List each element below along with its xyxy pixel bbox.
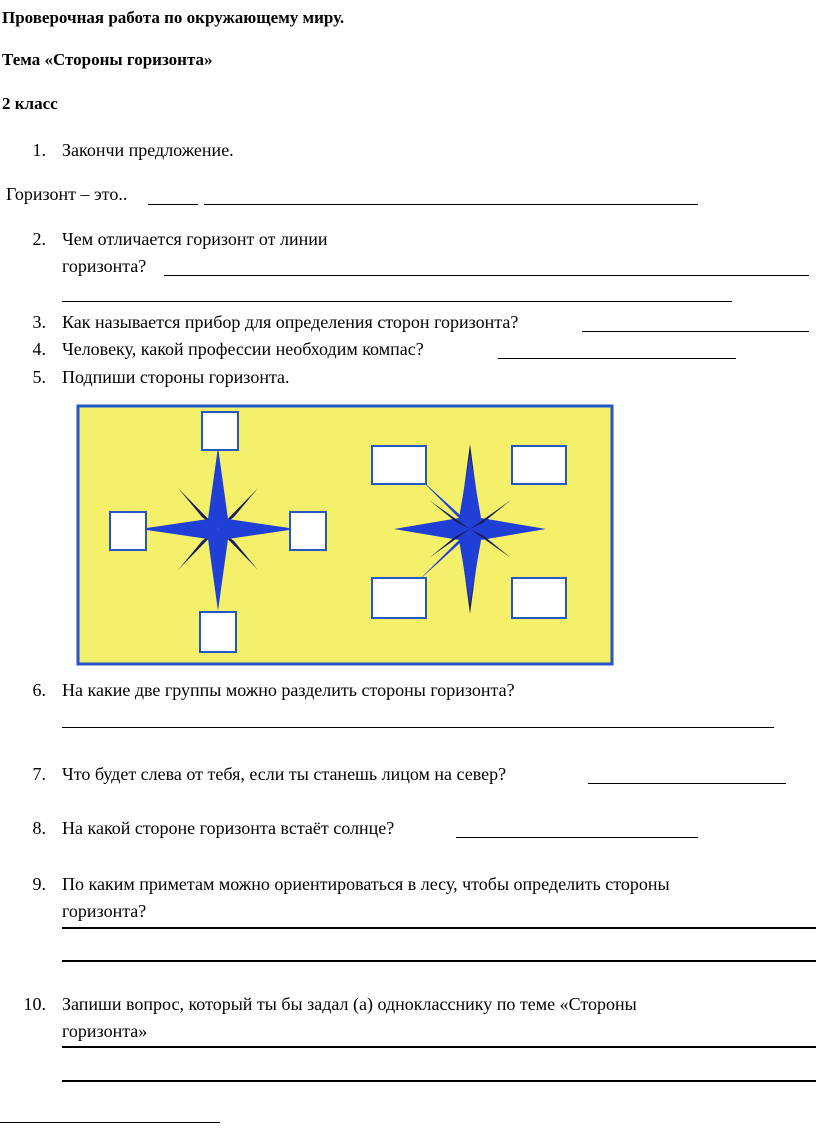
topic-title: Тема «Стороны горизонта» [2,50,213,69]
answer-line[interactable] [62,301,732,302]
question-text: Чем отличается горизонт от линии [62,229,328,249]
question-text: По каким приметам можно ориентироваться в лесу, чтобы определить стороны [62,874,670,894]
question-text-cont: горизонта» [62,1021,148,1041]
compass-panel [76,402,616,668]
answer-box-south[interactable] [200,612,236,652]
question-number: 3. [32,312,46,332]
question-text: Что будет слева от тебя, если ты станешь лицом на север? [62,764,507,784]
answer-line[interactable] [456,837,698,838]
answer-box-southwest[interactable] [372,578,426,618]
question-number: 10. [23,994,46,1014]
answer-box-east[interactable] [290,512,326,550]
sentence-prefix: Горизонт – это.. [6,184,128,204]
question-number: 5. [32,367,46,387]
answer-box-west[interactable] [110,512,146,550]
question-text-cont: горизонта? [62,256,147,276]
question-text-cont: горизонта? [62,901,147,921]
answer-line[interactable] [204,204,698,205]
answer-line[interactable] [148,204,198,205]
question-number: 2. [32,229,46,249]
question-text: Как называется прибор для определения сторон горизонта? [62,312,519,332]
question-text: Закончи предложение. [62,140,234,160]
question-number: 4. [32,339,46,359]
answer-box-northwest[interactable] [372,446,426,484]
question-number: 8. [32,818,46,838]
page-title: Проверочная работа по окружающему миру. [2,8,345,27]
question-number: 6. [32,680,46,700]
question-number: 9. [32,874,46,894]
answer-line[interactable] [62,1080,816,1082]
question-text: На какой стороне горизонта встаёт солнце? [62,818,395,838]
answer-line[interactable] [582,331,809,332]
answer-box-northeast[interactable] [512,446,566,484]
panel-background [78,406,612,664]
footnote-separator [0,1122,220,1123]
answer-line[interactable] [498,358,736,359]
question-text: Человеку, какой профессии необходим компас? [62,339,424,359]
answer-box-north[interactable] [202,412,238,450]
question-text: Подпиши стороны горизонта. [62,367,290,387]
question-number: 7. [32,764,46,784]
answer-line[interactable] [62,727,774,728]
grade-label: 2 класс [2,94,58,113]
question-text: Запиши вопрос, который ты бы задал (а) однокласснику по теме «Стороны [62,994,637,1014]
answer-line[interactable] [62,960,816,962]
answer-line[interactable] [588,783,786,784]
answer-line[interactable] [164,275,809,276]
question-text: На какие две группы можно разделить стороны горизонта? [62,680,515,700]
question-number: 1. [32,140,46,160]
answer-line[interactable] [62,1046,816,1048]
answer-line[interactable] [62,927,816,929]
answer-box-southeast[interactable] [512,578,566,618]
